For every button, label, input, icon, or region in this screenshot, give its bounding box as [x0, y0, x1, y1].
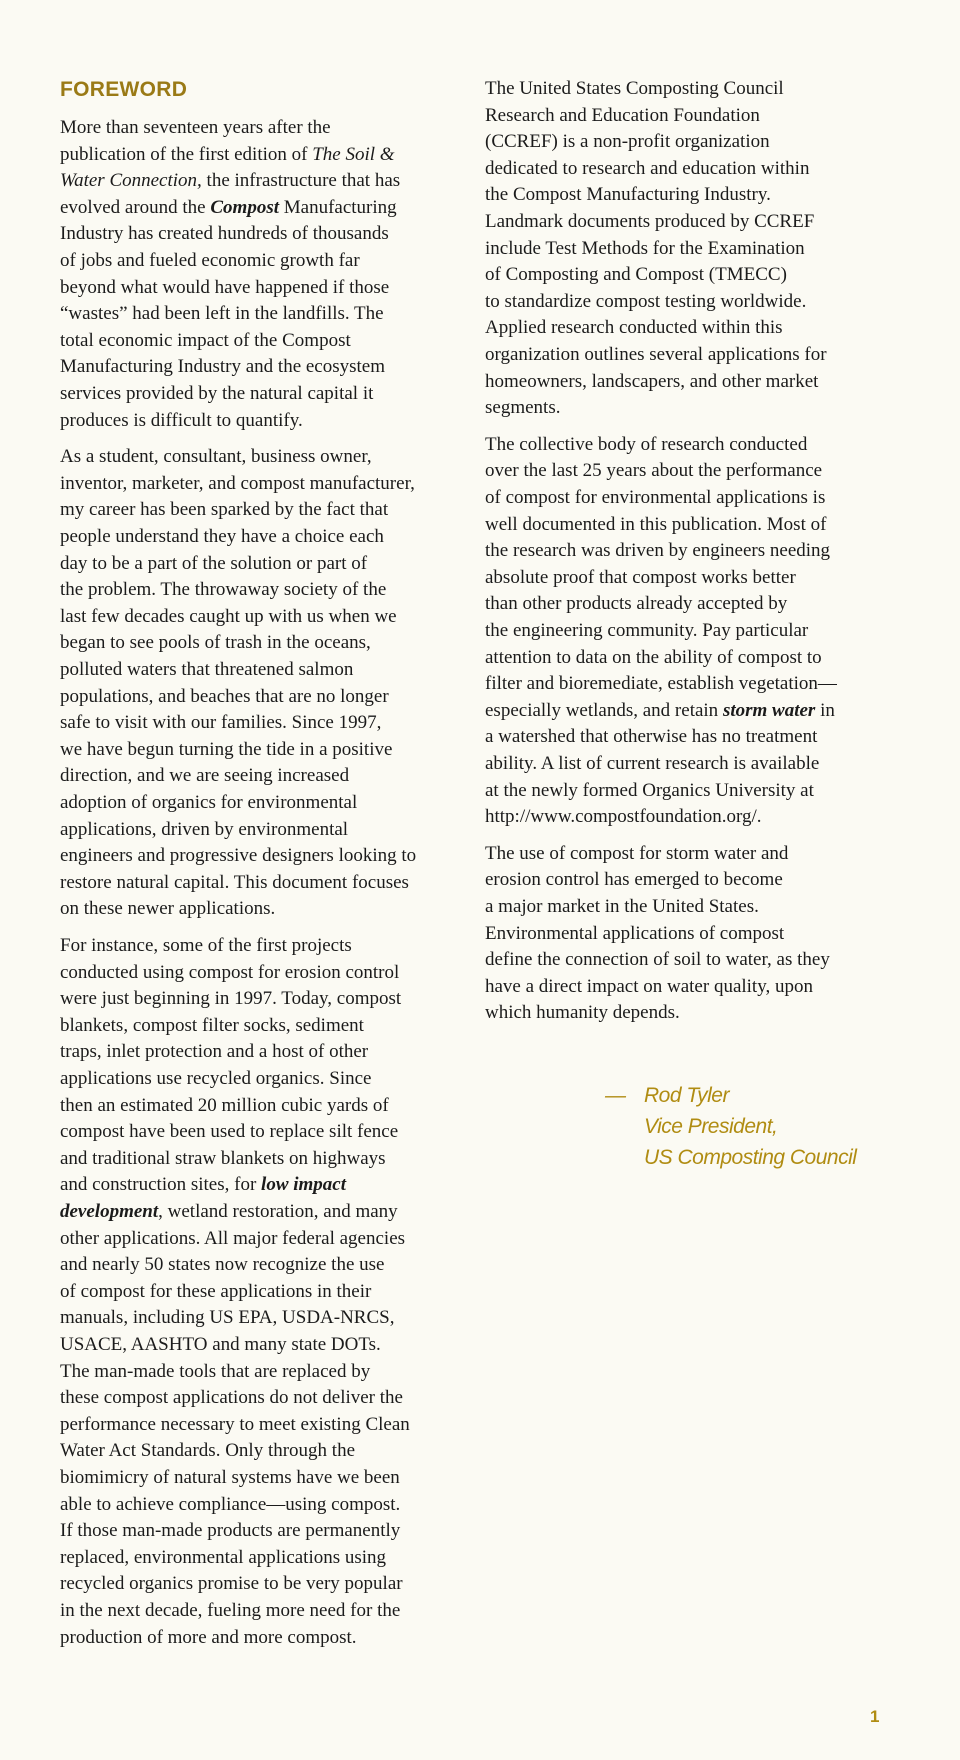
- text-line: [485, 209, 814, 235]
- text-line: [60, 1359, 370, 1385]
- text-run: Research and Education Foundation: [485, 104, 760, 126]
- text-line: [485, 538, 830, 564]
- text-line: [60, 471, 415, 497]
- text-run: The use of compost for storm water and: [485, 842, 789, 864]
- text-run: other applications. All major federal agencies: [60, 1227, 406, 1249]
- bold-italic-run: low impact: [261, 1174, 347, 1196]
- signature-name: Rod Tyler: [644, 1084, 729, 1107]
- text-run: (CCREF) is a non-profit organization: [485, 131, 770, 153]
- text-line: [60, 1252, 384, 1278]
- text-run: these compost applications do not deliver the: [60, 1387, 403, 1409]
- text-run: applications, driven by environmental: [60, 818, 349, 840]
- text-line: [60, 301, 384, 327]
- text-line: [60, 444, 372, 470]
- text-run: attention to data on the ability of compost to: [485, 646, 822, 668]
- text-run: of Composting and Compost (TMECC): [485, 264, 787, 286]
- text-line: [485, 724, 817, 750]
- text-line: [485, 485, 825, 511]
- text-run: direction, and we are seeing increased: [60, 765, 350, 787]
- text-line: [60, 604, 397, 630]
- text-run: include Test Methods for the Examination: [485, 237, 805, 259]
- text-run: For instance, some of the first projects: [60, 935, 352, 956]
- text-run: As a student, consultant, business owner,: [60, 446, 372, 468]
- text-run: If those man-made products are permanently: [60, 1520, 401, 1542]
- text-line: [485, 565, 796, 591]
- text-run: produces is difficult to quantify.: [60, 409, 303, 431]
- text-run: http://www.compostfoundation.org/.: [485, 806, 762, 828]
- text-run: beyond what would have happened if those: [60, 276, 390, 298]
- text-line: [60, 1438, 355, 1464]
- text-run: adoption of organics for environmental: [60, 792, 358, 813]
- text-run: the research was driven by engineers needing: [485, 540, 831, 562]
- text-run: erosion control has emerged to become: [485, 869, 783, 891]
- text-run: then an estimated 20 million cubic yards of: [60, 1094, 389, 1116]
- foreword-heading: FOREWORD: [60, 78, 188, 101]
- text-run: last few decades caught up with us when we: [60, 605, 397, 627]
- text-run: segments.: [485, 397, 561, 419]
- text-line: [60, 1146, 386, 1172]
- signature-organization: US Composting Council: [644, 1146, 857, 1169]
- text-run: at the newly formed Organics University at: [485, 779, 814, 801]
- text-line: [60, 870, 409, 896]
- text-run: Manufacturing: [279, 196, 397, 218]
- text-line: [485, 591, 787, 617]
- text-line: [60, 328, 351, 354]
- text-line: [485, 395, 560, 421]
- text-line: [485, 103, 760, 129]
- text-line: [485, 369, 818, 395]
- text-line: [60, 1066, 371, 1092]
- text-line: [60, 275, 389, 301]
- text-line: [60, 1625, 357, 1651]
- text-run: biomimicry of natural systems have we been: [60, 1467, 400, 1488]
- text-line: [60, 1412, 410, 1438]
- text-line: [60, 1518, 400, 1544]
- text-line: [485, 947, 830, 973]
- text-line: [60, 168, 400, 194]
- text-line: [60, 896, 275, 922]
- text-line: [485, 867, 783, 893]
- text-line: [485, 315, 783, 341]
- text-line: [60, 577, 386, 603]
- text-line: [60, 1571, 403, 1597]
- text-run: in the next decade, fueling more need for the: [60, 1600, 401, 1621]
- text-run: have a direct impact on water quality, upon: [485, 975, 813, 997]
- text-line: [485, 289, 806, 315]
- text-line: [60, 1492, 400, 1518]
- text-line: [60, 221, 389, 247]
- text-line: [60, 1545, 386, 1571]
- text-run: people understand they have a choice each: [60, 526, 384, 547]
- text-run: of jobs and fueled economic growth far: [60, 250, 360, 271]
- bold-italic-run: Compost: [210, 196, 279, 218]
- text-line: [485, 698, 835, 724]
- text-run: The United States Composting Council: [485, 78, 784, 99]
- text-run: began to see pools of trash in the oceans,: [60, 632, 371, 654]
- text-run: than other products already accepted by: [485, 593, 788, 615]
- text-run: recycled organics promise to be very popular: [60, 1573, 403, 1595]
- text-run: day to be a part of the solution or part of: [60, 552, 368, 574]
- text-line: [485, 1000, 680, 1026]
- text-run: organization outlines several applications for: [485, 344, 827, 365]
- text-line: [60, 1172, 346, 1198]
- text-run: dedicated to research and education within: [485, 157, 810, 179]
- text-line: [60, 1279, 371, 1305]
- page-number: 1: [870, 1707, 880, 1726]
- bold-italic-run: development: [60, 1201, 159, 1222]
- text-run: the engineering community. Pay particular: [485, 620, 809, 641]
- text-line: [60, 248, 360, 274]
- text-line: [485, 645, 822, 671]
- text-run: manuals, including US EPA, USDA-NRCS,: [60, 1307, 395, 1329]
- text-run: to standardize compost testing worldwide.: [485, 290, 807, 312]
- text-run: applications use recycled organics. Since: [60, 1068, 372, 1089]
- text-run: The collective body of research conducted: [485, 433, 808, 455]
- text-run: and nearly 50 states now recognize the use: [60, 1254, 385, 1276]
- text-run: which humanity depends.: [485, 1002, 680, 1024]
- text-run: Industry has created hundreds of thousands: [60, 223, 389, 245]
- text-line: [60, 1385, 403, 1411]
- text-line: [485, 236, 805, 262]
- text-line: [485, 458, 822, 484]
- text-line: [485, 76, 784, 102]
- signature-dash: —: [605, 1084, 626, 1107]
- text-line: [485, 156, 809, 182]
- text-run: services provided by the natural capital it: [60, 383, 374, 404]
- text-run: were just beginning in 1997. Today, compost: [60, 988, 402, 1010]
- text-line: [485, 841, 788, 867]
- text-run: of compost for these applications in their: [60, 1280, 372, 1302]
- text-line: [60, 1039, 368, 1065]
- text-run: inventor, marketer, and compost manufacturer,: [60, 472, 415, 494]
- text-line: [60, 763, 349, 789]
- text-line: [60, 1199, 398, 1225]
- text-line: [60, 354, 385, 380]
- text-line: [60, 1332, 381, 1358]
- text-run: performance necessary to meet existing Clean: [60, 1413, 410, 1435]
- text-line: [485, 432, 807, 458]
- text-run: define the connection of soil to water, as they: [485, 949, 830, 971]
- text-run: filter and bioremediate, establish vegetation—: [485, 673, 837, 695]
- text-run: compost have been used to replace silt fence: [60, 1121, 399, 1143]
- text-line: [60, 142, 395, 168]
- text-run: Landmark documents produced by CCREF: [485, 211, 815, 232]
- text-run: “wastes” had been left in the landfills. The: [60, 303, 384, 325]
- text-line: [60, 986, 401, 1012]
- text-run: and traditional straw blankets on highways: [60, 1147, 386, 1169]
- text-line: [485, 751, 819, 777]
- text-run: evolved around the: [60, 196, 211, 218]
- text-line: [60, 1305, 394, 1331]
- text-line: [60, 843, 416, 869]
- text-line: [60, 1465, 400, 1491]
- text-run: the Compost Manufacturing Industry.: [485, 184, 771, 206]
- text-run: , wetland restoration, and many: [158, 1201, 398, 1222]
- text-run: safe to visit with our families. Since 1997,: [60, 712, 382, 734]
- text-line: [60, 497, 388, 523]
- text-line: [60, 737, 392, 763]
- text-line: [485, 778, 814, 804]
- text-run: the problem. The throwaway society of the: [60, 579, 387, 601]
- text-run: of compost for environmental applications is: [485, 487, 826, 508]
- text-line: [485, 671, 837, 697]
- text-run: traps, inlet protection and a host of other: [60, 1041, 369, 1063]
- text-run: absolute proof that compost works better: [485, 566, 796, 588]
- text-run: a major market in the United States.: [485, 896, 759, 917]
- text-run: Applied research conducted within this: [485, 317, 783, 339]
- text-line: [60, 1013, 364, 1039]
- text-run: Environmental applications of compost: [485, 922, 785, 944]
- text-line: [60, 195, 397, 221]
- text-run: polluted waters that threatened salmon: [60, 659, 354, 680]
- text-line: [60, 524, 384, 550]
- text-line: [485, 618, 808, 644]
- text-line: [60, 960, 399, 986]
- text-line: [485, 804, 762, 830]
- text-run: and construction sites, for: [60, 1174, 262, 1196]
- text-run: able to achieve compliance—using compost.: [60, 1493, 401, 1515]
- text-run: production of more and more compost.: [60, 1626, 357, 1648]
- text-run: restore natural capital. This document focuses: [60, 871, 409, 893]
- text-run: More than seventeen years after the: [60, 117, 331, 138]
- text-run: Manufacturing Industry and the ecosystem: [60, 356, 386, 378]
- text-run: especially wetlands, and retain: [485, 699, 723, 721]
- text-run: over the last 25 years about the performance: [485, 460, 823, 482]
- text-line: [485, 342, 827, 368]
- text-line: [60, 408, 303, 434]
- text-run: in: [815, 699, 835, 721]
- text-line: [60, 551, 367, 577]
- text-run: ability. A list of current research is available: [485, 753, 820, 774]
- text-line: [60, 630, 371, 656]
- text-run: blankets, compost filter socks, sediment: [60, 1014, 364, 1036]
- text-line: [60, 817, 348, 843]
- text-line: [485, 921, 784, 947]
- text-run: on these newer applications.: [60, 898, 276, 920]
- text-line: [60, 1119, 398, 1145]
- text-line: [60, 381, 373, 407]
- text-run: USACE, AASHTO and many state DOTs.: [60, 1334, 381, 1355]
- text-run: replaced, environmental applications using: [60, 1546, 387, 1568]
- text-line: [485, 974, 813, 1000]
- text-run: populations, and beaches that are no longer: [60, 685, 389, 707]
- text-run: a watershed that otherwise has no treatment: [485, 726, 818, 748]
- text-line: [485, 512, 826, 538]
- text-run: total economic impact of the Compost: [60, 329, 351, 351]
- text-run: conducted using compost for erosion control: [60, 961, 400, 983]
- text-run: publication of the first edition of: [60, 143, 313, 165]
- text-run: homeowners, landscapers, and other market: [485, 370, 819, 392]
- text-run: well documented in this publication. Most of: [485, 513, 827, 535]
- text-run: the infrastructure that has: [201, 170, 401, 192]
- text-line: [60, 115, 331, 141]
- text-line: [485, 182, 771, 208]
- text-line: [60, 1093, 389, 1119]
- text-run: engineers and progressive designers looking to: [60, 845, 417, 867]
- text-line: [60, 790, 357, 816]
- text-line: [60, 933, 352, 959]
- text-line: [60, 684, 389, 710]
- text-line: [60, 657, 353, 683]
- italic-run: Water Connection,: [60, 170, 202, 192]
- italic-run: The Soil &: [312, 143, 395, 165]
- text-line: [60, 1226, 405, 1252]
- text-line: [485, 129, 770, 155]
- text-run: The man-made tools that are replaced by: [60, 1360, 371, 1382]
- text-run: we have begun turning the tide in a positive: [60, 738, 393, 760]
- text-line: [485, 262, 787, 288]
- signature-title: Vice President,: [644, 1115, 778, 1138]
- text-line: [60, 710, 381, 736]
- text-line: [60, 1598, 400, 1624]
- text-line: [485, 894, 759, 920]
- text-run: Water Act Standards. Only through the: [60, 1440, 356, 1462]
- bold-italic-run: storm water: [722, 699, 816, 721]
- text-run: my career has been sparked by the fact that: [60, 499, 389, 521]
